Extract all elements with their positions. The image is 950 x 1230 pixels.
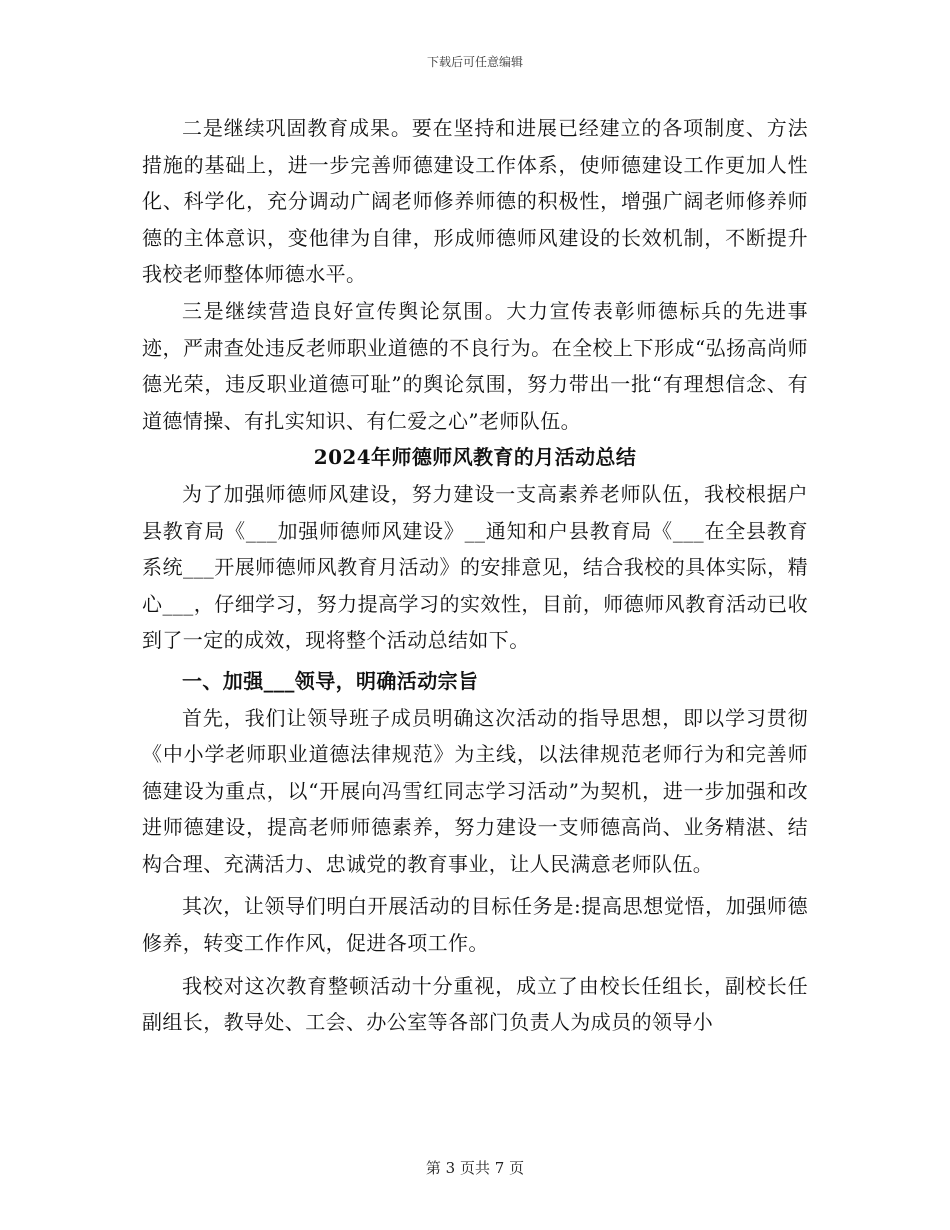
section-paragraph-first: 首先，我们让领导班子成员明确这次活动的指导思想，即以学习贯彻《中小学老师职业道德法律规范》为主线，以法律规范老师行为和完善师德建设为重点，以“开展向冯雪红同志学习活动”为契机，进一步加强和改进师德建设，提高老师师德素养，努力建设一支师德高尚、业务精湛、结构合理、充满活力、忠诚党的教育事业，让人民满意老师队伍。 [142, 705, 808, 876]
paragraph-consolidate-results: 二是继续巩固教育成果。要在坚持和进展已经建立的各项制度、方法措施的基础上，进一步完善师德建设工作体系，使师德建设工作更加人性化、科学化，充分调动广阔老师修养师德的积极性，增强广阔老师修养师德的主体意识，变他律为自律，形成师德师风建设的长效机制，不断提升我校老师整体师德水平。 [142, 116, 808, 287]
section-paragraph-second: 其次，让领导们明白开展活动的目标任务是:提高思想觉悟，加强师德修养，转变工作作风，促进各项工作。 [142, 894, 808, 956]
page-number: 第 3 页共 7 页 [425, 1159, 525, 1177]
article-title: 2024年师德师风教育的月活动总结 [313, 445, 637, 470]
page-header-note: 下载后可任意编辑 [426, 55, 523, 69]
section-paragraph-third: 我校对这次教育整顿活动十分重视，成立了由校长任组长，副校长任副组长，教导处、工会、办公室等各部门负责人为成员的领导小 [142, 973, 808, 1035]
document-body [142, 110, 808, 1041]
article-intro: 为了加强师德师风建设，努力建设一支高素养老师队伍，我校根据户县教育局《___加强师德师风建设》__通知和户县教育局《___在全县教育系统___开展师德师风教育月活动》的安排意见，结合我校的具体实际，精心___，仔细学习，努力提高学习的实效性，目前，师德师风教育活动已收到了一定的成效，现将整个活动总结如下。 [142, 481, 808, 653]
section-heading: 一、加强___领导，明确活动宗旨 [182, 668, 479, 693]
paragraph-publicity-atmosphere: 三是继续营造良好宣传舆论氛围。大力宣传表彰师德标兵的先进事迹，严肃查处违反老师职业道德的不良行为。在全校上下形成“弘扬高尚师德光荣，违反职业道德可耻”的舆论氛围，努力带出一批“有理想信念、有道德情操、有扎实知识、有仁爱之心”老师队伍。 [142, 298, 808, 433]
